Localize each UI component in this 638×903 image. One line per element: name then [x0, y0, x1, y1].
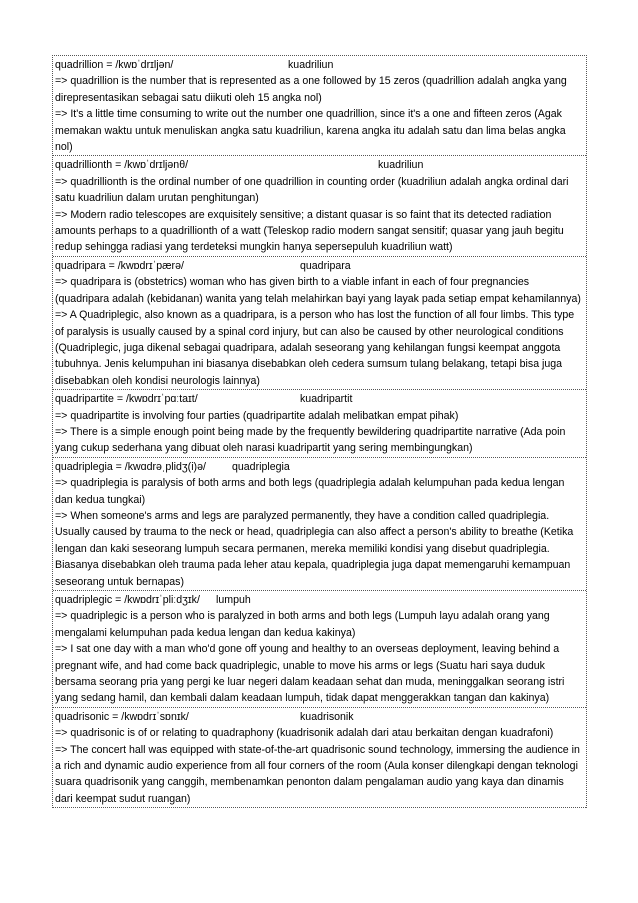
definition: => quadrisonic is of or relating to quadraphony (kuadrisonik adalah dari atau berkaitan dengan kuadrafoni): [55, 727, 554, 740]
entry-quadriplegia: [53, 458, 586, 591]
headword: quadripartite = /kwɒdrɪˈpɑːtaɪt/: [55, 393, 198, 406]
translation: quadriplegia: [232, 460, 290, 473]
example-sentence: => I sat one day with a man who'd gone off young and healthy to an overseas deployment, leaving behind a pregnant wife, and had come back quadriplegic, unable to move his arms or legs (Suatu hari saya duduk bersama seorang pria yang pergi ke luar negeri dalam keadaan sehat dan muda, meninggalkan seorang istri yang sedang hamil, dan kembali dalam keadaan lumpuh, tidak dapat menggerakkan tangan dan kakinya): [55, 643, 565, 705]
translation: lumpuh: [216, 594, 251, 606]
definition: => quadriplegic is a person who is paralyzed in both arms and both legs (Lumpuh layu adalah orang yang mengalami kelumpuhan pada kedua lengan dan kedua kakinya): [55, 610, 550, 639]
entry-headline: [55, 709, 584, 725]
example-sentence: => The concert hall was equipped with state-of-the-art quadrisonic sound technology, immersing the audience in a rich and dynamic audio experience from all four corners of the room (Aula konser dilengkapi dengan teknologi suara quadrisonik yang canggih, membenamkan penonton dalam pengalaman audio yang kaya dan dinamis dari keempat sudut ruangan): [55, 743, 580, 805]
entry-quadripartite: [53, 390, 586, 458]
headword: quadriplegia = /kwɑdrəˌplidʒ(i)ə/: [55, 460, 206, 473]
example-sentence: => There is a simple enough point being made by the frequently bewildering quadripartite narrative (Ada poin yang cukup sederhana yang dibuat oleh narasi kuadripartit yang sering membingungkan): [55, 425, 566, 455]
headword: quadriplegic = /kwɒdrɪˈpliːdʒɪk/: [55, 594, 200, 606]
entry-quadriplegic: [53, 591, 586, 708]
entry-quadrisonic: [53, 708, 586, 808]
entry-headline: [55, 592, 584, 608]
entry-headline: [55, 258, 584, 274]
translation: quadripara: [300, 259, 351, 272]
definition: => quadripara is (obstetrics) woman who has given birth to a viable infant in each of four pregnancies (quadripara adalah (kebidanan) wanita yang telah melahirkan bayi yang layak pada setiap empat kehamilannya): [55, 276, 581, 305]
headword: quadrillionth = /kwɒˈdrɪljənθ/: [55, 159, 189, 172]
example-sentence: => A Quadriplegic, also known as a quadripara, is a person who has lost the function of all four limbs. This type of paralysis is usually caused by a spinal cord injury, but can also be caused by other neurological conditions (Quadriplegic, juga dikenal sebagai quadripara, adalah seseorang yang kehilangan fungsi keempat anggota tubuhnya. Jenis kelumpuhan ini biasanya disebabkan oleh cedera sumsum tulang belakang, tetapi bisa juga disebabkan oleh kondisi neurologis lainnya): [55, 309, 575, 387]
translation: kuadriliun: [288, 59, 334, 71]
translation: kuadriliun: [378, 159, 424, 172]
translation: kuadripartit: [300, 393, 353, 406]
entry-headline: [55, 459, 584, 475]
entry-headline: [55, 391, 584, 407]
entry-headline: [55, 157, 584, 173]
definition: => quadrillionth is the ordinal number of one quadrillion in counting order (kuadriliun adalah angka ordinal dari satu kuadriliun dalam urutan penghitungan): [55, 175, 569, 205]
headword: quadrisonic = /kwɒdrɪˈsɒnɪk/: [55, 710, 189, 723]
headword: quadripara = /kwɒdrɪˈpærə/: [55, 259, 184, 272]
example-sentence: => When someone's arms and legs are paralyzed permanently, they have a condition called quadriplegia. Usually caused by trauma to the neck or head, quadriplegia can also affect a person's ability to breathe (Ketika lengan dan kaki seseorang lumpuh secara permanen, mereka memiliki kondisi yang disebut quadriplegia. Biasanya disebabkan oleh trauma pada leher atau kepala, quadriplegia juga dapat memengaruhi kemampuan seseorang untuk bernapas): [55, 509, 574, 588]
headword: quadrillion = /kwɒˈdrɪljən/: [55, 59, 174, 71]
example-sentence: => It's a little time consuming to write out the number one quadrillion, since it's a one and fifteen zeros (Agak memakan waktu untuk menuliskan angka satu kuadriliun, karena angka itu adalah satu dan lima belas angka nol): [55, 108, 566, 154]
entry-quadrillionth: [53, 156, 586, 256]
example-sentence: => Modern radio telescopes are exquisitely sensitive; a distant quasar is so faint that its detected radiation amounts perhaps to a quadrillionth of a watt (Teleskop radio modern sangat sensitif; quasar yang jauh begitu redup sehingga radiasi yang terdeteksi mungkin hanya sepersepuluh kuadriliun watt): [55, 208, 564, 254]
definition: => quadripartite is involving four parties (quadripartite adalah melibatkan empat pihak): [55, 409, 459, 422]
translation: kuadrisonik: [300, 710, 354, 723]
entry-quadripara: [53, 257, 586, 390]
definition: => quadriplegia is paralysis of both arms and both legs (quadriplegia adalah kelumpuhan pada kedua lengan dan kedua tungkai): [55, 477, 565, 506]
entry-headline: [55, 57, 584, 73]
dictionary-document: [52, 55, 587, 808]
entry-quadrillion: [53, 56, 586, 156]
definition: => quadrillion is the number that is represented as a one followed by 15 zeros (quadrillion adalah angka yang direpresentasikan sebagai satu diikuti oleh 15 angka nol): [55, 75, 567, 104]
